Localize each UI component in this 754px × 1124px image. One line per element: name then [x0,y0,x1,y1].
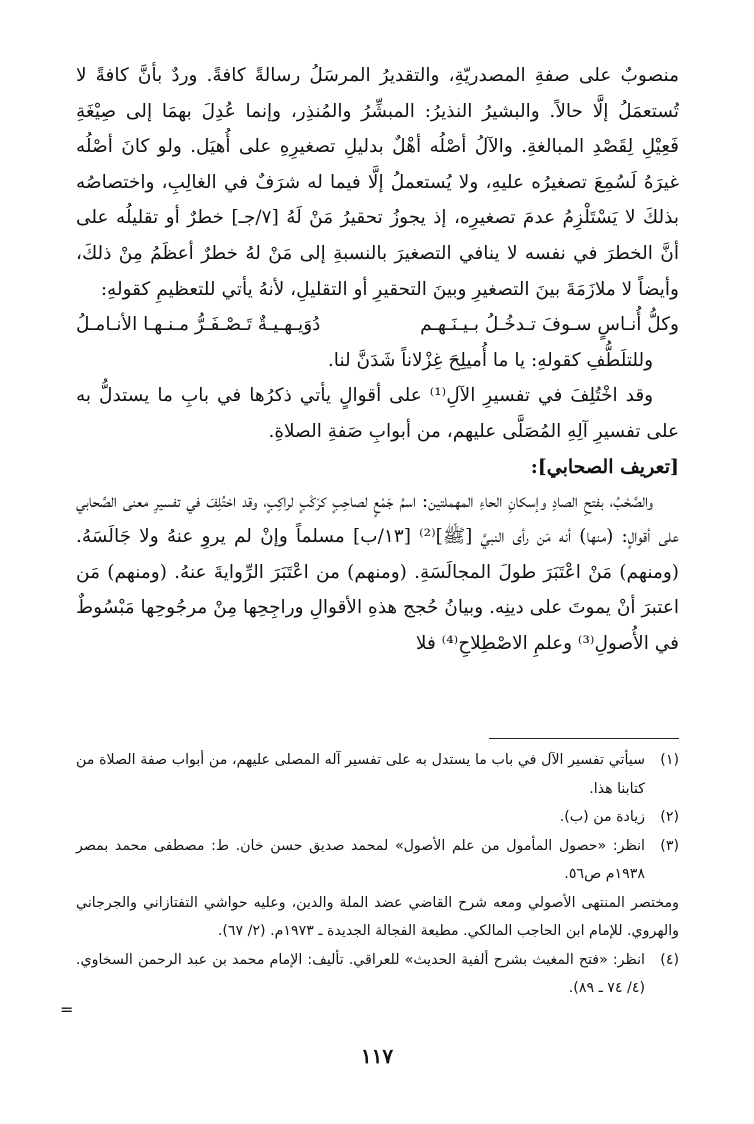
footnote-text: سيأتي تفسير الآل في باب ما يستدل به على تفسير آله المصلى عليهم، من أبواب صفة الصلاة من كتابنا هذا. [76,752,645,797]
footnote-2 [76,803,679,832]
margin-mark: = [60,1000,74,1019]
footnote-text: زيادة من (ب). [559,809,645,825]
footnote-separator [489,738,679,739]
paragraph-1: منصوبٌ على صفةِ المصدريّةِ، والتقديرُ المرسَلُ رسالةً كافةً. وردٌ بأنَّ كافةً لا تُستعمَلُ إلَّا حالاً. والبشيرُ النذيرُ: المبشِّرُ والمُنذِر، وإنما عُدِلَ بهمَا إلى صِيْغَةِ فَعِيْلِ لِقَصْدِ المبالغةِ. والآلُ أصْلُه أهْلٌ بدليلِ تصغيرِهِ على أُهيَل. ولو كانَ أصْلُه غيرَهُ لَسُمِعَ تصغيرُه عليهِ، ولا يُستعملُ إلَّا فيما له شرَفٌ في الغالِبِ، واختصاصُه بذلكَ لا يَسْتَلْزِمُ عدمَ تصغيرِه، إذ يجوزُ تحقيرُ مَنْ لَهُ [٧/جـ] خطرٌ أو تقليلُه على أنَّ الخطرَ في نفسه لا ينافي التصغيرَ بالنسبةِ إلى مَنْ لهُ خطرٌ أعظَمُ مِنْ ذلكَ، وأيضاً لا ملازَمَةَ بينَ التصغيرِ وبينَ التحقيرِ أو التقليلِ، لأنهُ يأتي للتعظيمِ كقولهِ: [76,65,679,300]
footnote-number: (١) [660,752,679,768]
footnote-number: (٢) [660,809,679,825]
paragraph-2: وللتلَطُّفِ كقولهِ: يا ما أُميلِحَ غِزْلاناً شَدَنَّ لنا. [327,349,654,371]
footnote-3 [76,832,679,889]
footnote-3-continuation: ومختصر المنتهى الأصولي ومعه شرح القاضي عضد الملة والدين، وعليه حواشي التفتازاني والجرجاني والهروي. للإمام ابن الحاجب المالكي. مطبعة الفجالة الجديدة ـ ١٩٧٣م. (٢/ ٦٧). [76,894,679,939]
section-heading: [تعريف الصحابي]: [530,455,679,478]
poem-verse [76,307,679,343]
footnote-number: (٤) [660,951,679,968]
footnote-text: انظر: «حصول المأمول من علم الأصول» لمحمد صديق حسن خان. ط: مصطفى محمد بمصر ١٩٣٨م ص٥٦. [76,837,645,882]
footnote-number: (٣) [660,837,679,854]
footnote-text: انظر: «فتح المغيث بشرح ألفية الحديث» للعراقي. تأليف: الإمام محمد بن عبد الرحمن السخاوي. (٤/ ٧٤ ـ ٨٩). [76,951,645,996]
footnote-4 [76,946,679,1003]
poem-first-hemistich: وكلُّ أُنـاسٍ سـوفَ تـدخُـلُ بـيـنَـهـم [420,314,679,336]
paragraph-3: وقد اخْتُلِفَ في تفسيرِ الآلِ⁽¹⁾ على أقوالٍ يأتي ذكرُها في بابِ ما يستدلُّ به على تفسيرِ آلِهِ المُصَلَّى عليهم، من أبوابِ صَفةِ الصلاةِ. [76,385,679,442]
paragraph-4: والصَّحْبُ، بفتحِ الصادِ وإسكانِ الحاءِ المهملتين: اسمُ جَمْعٍ لصاحِبٍ كرَكْبٍ لراكِبٍ، وقد اختُلِفَ في تفسيرِ معنى الصَّحابي على أقوالٍ: (منها) أنه مَن رأى النبيَّ [ﷺ]⁽²⁾ [١٣/ب] مسلماً وإنْ لم يروِ عنهُ ولا جَالَسَهُ. (ومنهم) مَنْ اعْتَبَرَ طولَ المجالَسَةِ. (ومنهم) من اعْتَبَرَ الرِّوايةَ عنهُ. (ومنهم) مَن اعتبرَ أنْ يموتَ على دينِه. وبيانُ حُجج هذهِ الأقوالِ وراجِحِها مِنْ مرجُوحِها مَبْسُوطٌ في الأُصولِ⁽³⁾ وعلمِ الاصْطِلاحِ⁽⁴⁾ فلا [76,490,679,654]
poem-second-hemistich: دُوَيـهـيـةٌ تَـصْـفَـرُّ مـنـهـا الأنـامـلُ [76,314,321,336]
page-number: ١١٧ [360,1044,394,1068]
main-text [76,58,679,662]
footnotes [76,746,679,1003]
footnote-1 [76,746,679,803]
